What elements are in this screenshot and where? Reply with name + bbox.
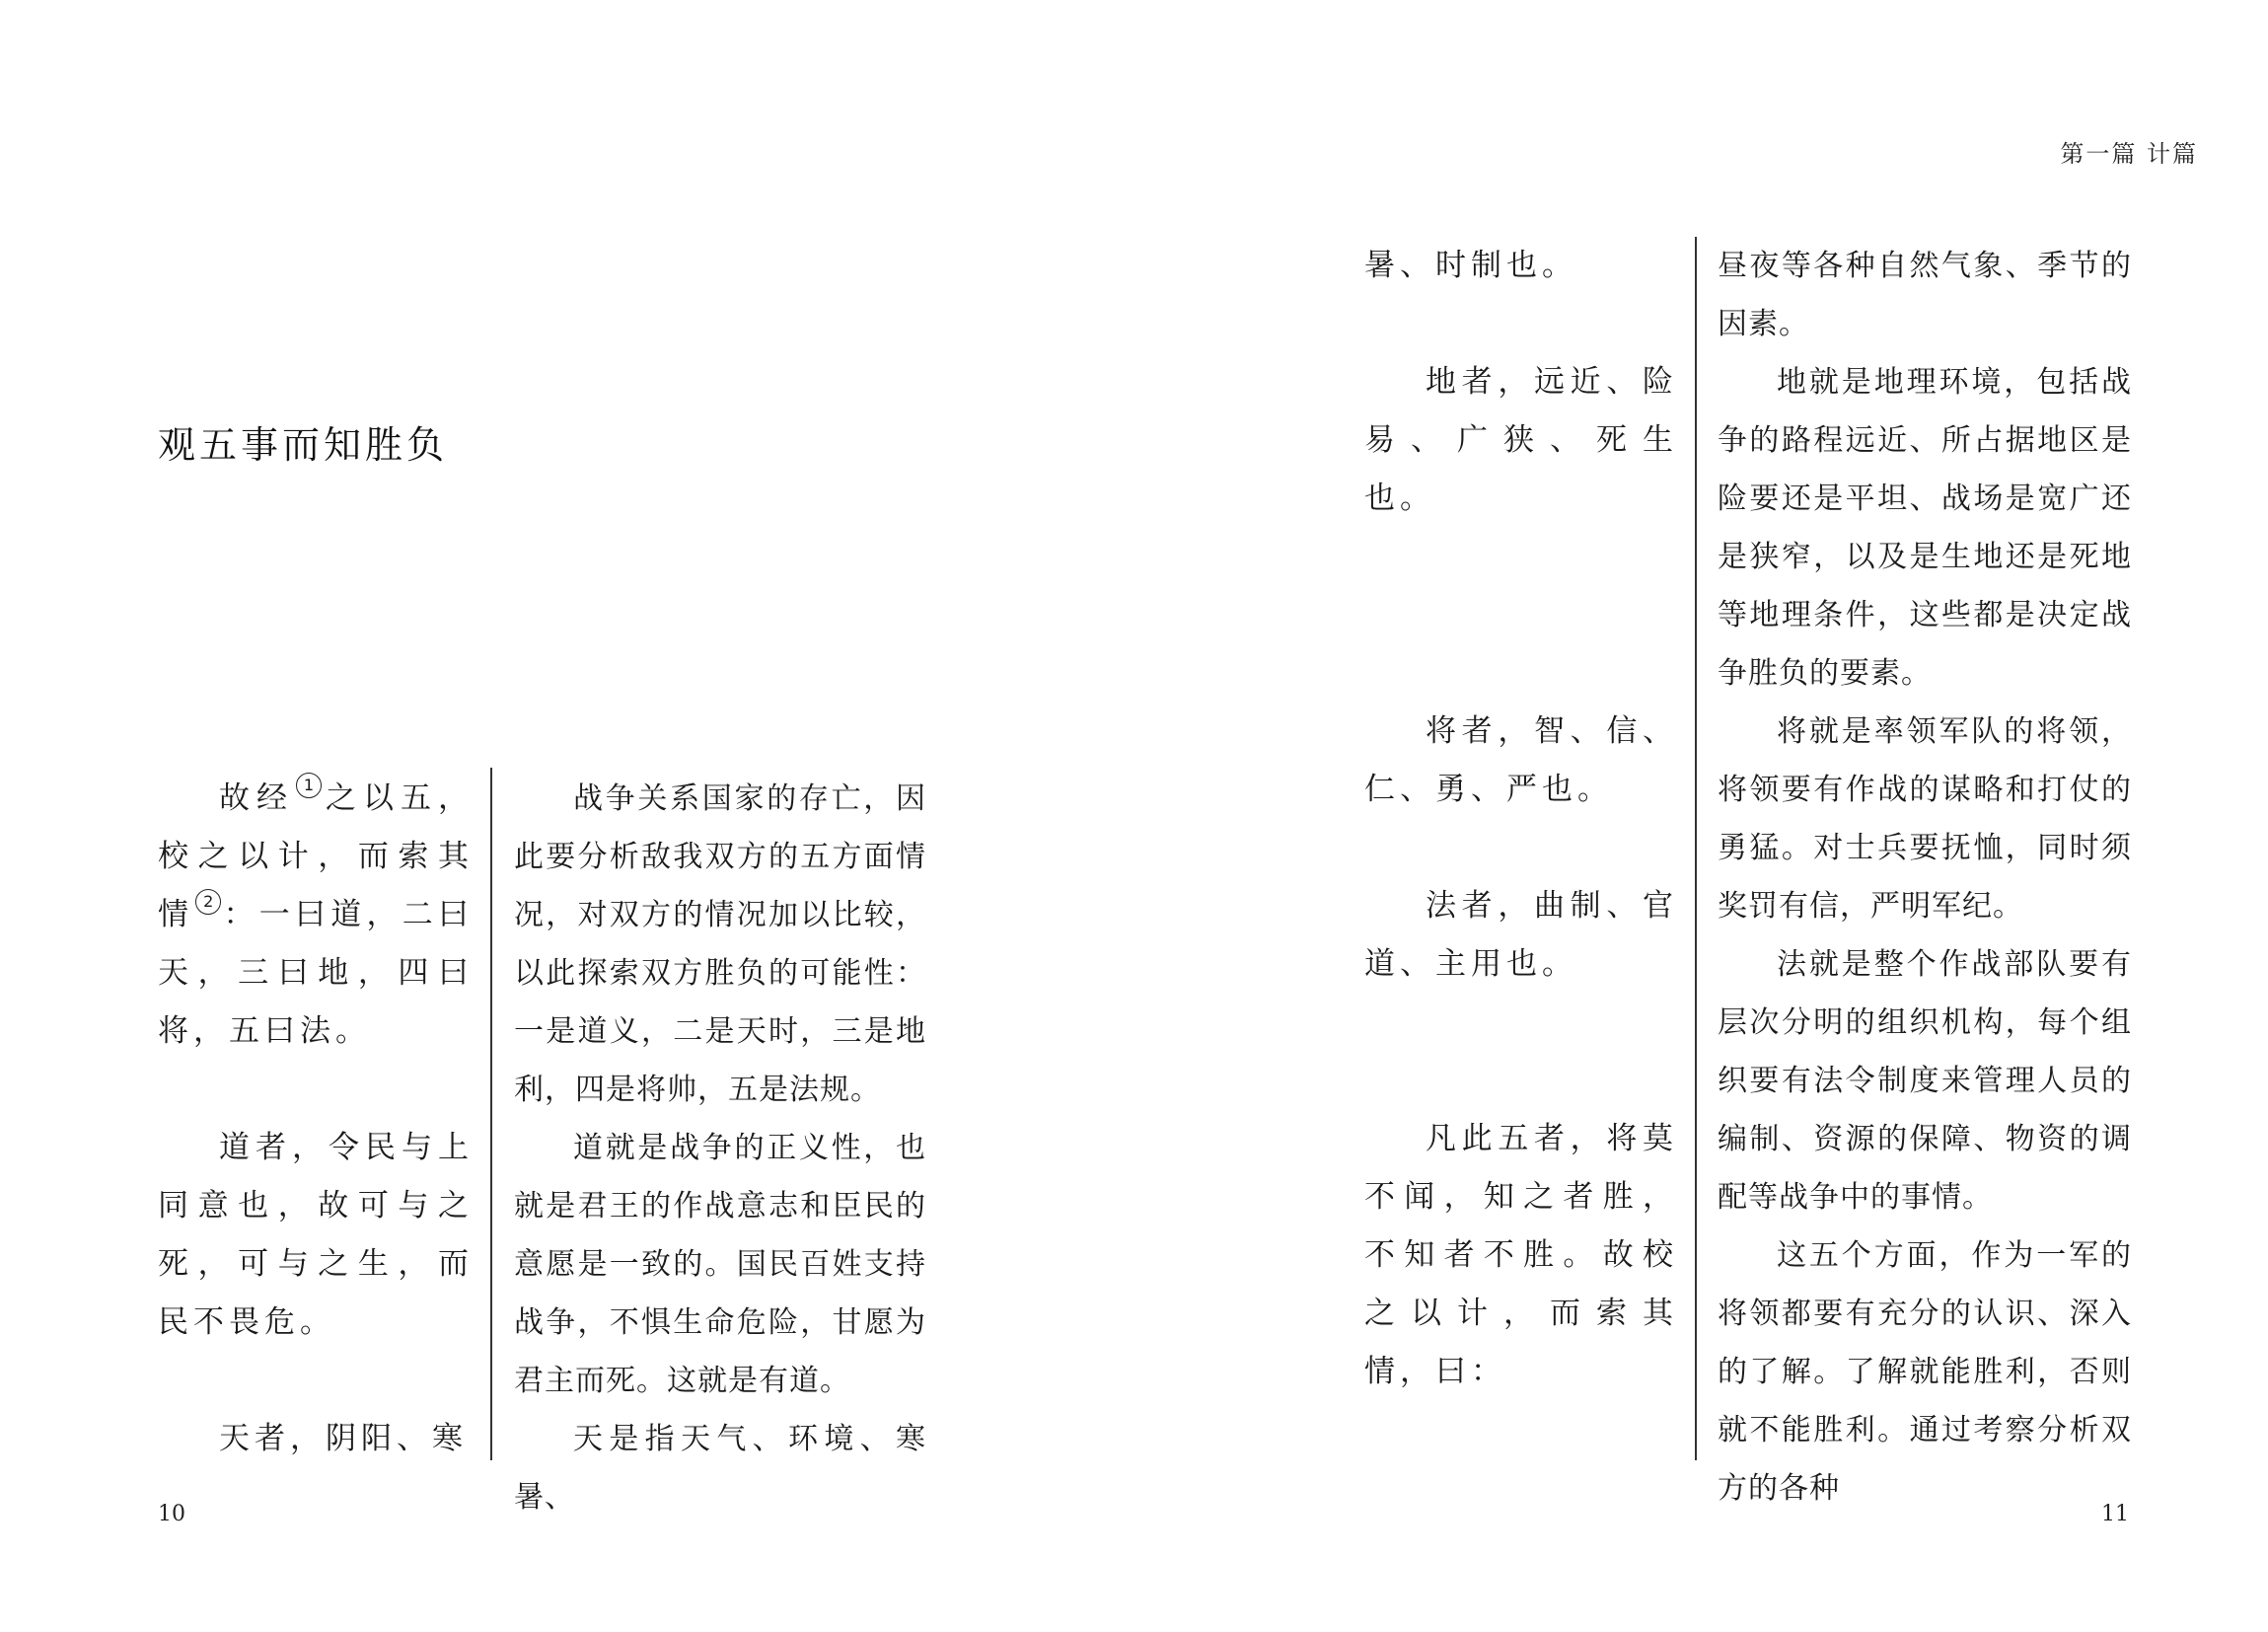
translation-paragraph: 天是指天气、环境、寒暑、 (514, 1422, 926, 1515)
footnote-marker[interactable]: 1 (296, 773, 322, 798)
translation-paragraph: 地就是地理环境，包括战争的路程远近、所占据地区是险要还是平坦、战场是宽广还是狭窄，以及是生地还是死地等地理条件，这些都是决定战争胜负的要素。 (1718, 365, 2132, 691)
translation-paragraph: 法就是整个作战部队要有层次分明的组织机构，每个组织要有法令制度来管理人员的编制、资源的保障、物资的调配等战争中的事情。 (1718, 947, 2132, 1215)
original-paragraph: 故经 1 之以五，校之以计，而索其情 2 ：一曰道，二曰天，三曰地，四曰将，五曰法。 (158, 770, 474, 1061)
original-paragraph: 地者，远近、险易、广狭、死生也。 (1364, 364, 1678, 516)
translation-paragraph: 这五个方面，作为一军的将领都要有充分的认识、深入的了解。了解就能胜利，否则就不能胜利。通过考察分析双方的各种 (1718, 1238, 2132, 1506)
running-head: 第一篇 计篇 (2060, 140, 2198, 168)
original-paragraph: 道者，令民与上同意也，故可与之死，可与之生，而民不畏危。 (158, 1130, 474, 1340)
right-original-column (1364, 237, 1678, 1401)
right-translation-column (1718, 237, 2132, 1518)
column-divider (1695, 237, 1697, 1460)
original-paragraph: 将者，智、信、仁、勇、严也。 (1364, 713, 1678, 807)
translation-paragraph: 道就是战争的正义性，也就是君王的作战意志和臣民的意愿是一致的。国民百姓支持战争，不惧生命危险，甘愿为君主而死。这就是有道。 (514, 1131, 926, 1398)
original-paragraph: 凡此五者，将莫不闻，知之者胜，不知者不胜。故校之以计，而索其情，曰： (1364, 1121, 1678, 1389)
column-divider (490, 768, 492, 1460)
page-number: 11 (2101, 1502, 2129, 1526)
left-translation-column (514, 770, 926, 1526)
right-page (1134, 0, 2268, 1632)
original-paragraph: 天者，阴阳、寒 (219, 1421, 468, 1456)
translation-paragraph: 昼夜等各种自然气象、季节的因素。 (1718, 249, 2132, 341)
original-paragraph: 暑、时制也。 (1364, 248, 1577, 283)
translation-paragraph: 战争关系国家的存亡，因此要分析敌我双方的五方面情况，对双方的情况加以比较，以此探索双方胜负的可能性：一是道义，二是天时，三是地利，四是将帅，五是法规。 (514, 781, 926, 1107)
footnote-marker[interactable]: 2 (195, 889, 221, 915)
page-number: 10 (158, 1502, 185, 1526)
translation-paragraph: 将就是率领军队的将领，将领要有作战的谋略和打仗的勇猛。对士兵要抚恤，同时须奖罚有信，严明军纪。 (1718, 714, 2132, 924)
original-paragraph: 法者，曲制、官道、主用也。 (1364, 888, 1678, 982)
left-original-column (158, 770, 474, 1468)
section-title: 观五事而知胜负 (158, 423, 449, 467)
